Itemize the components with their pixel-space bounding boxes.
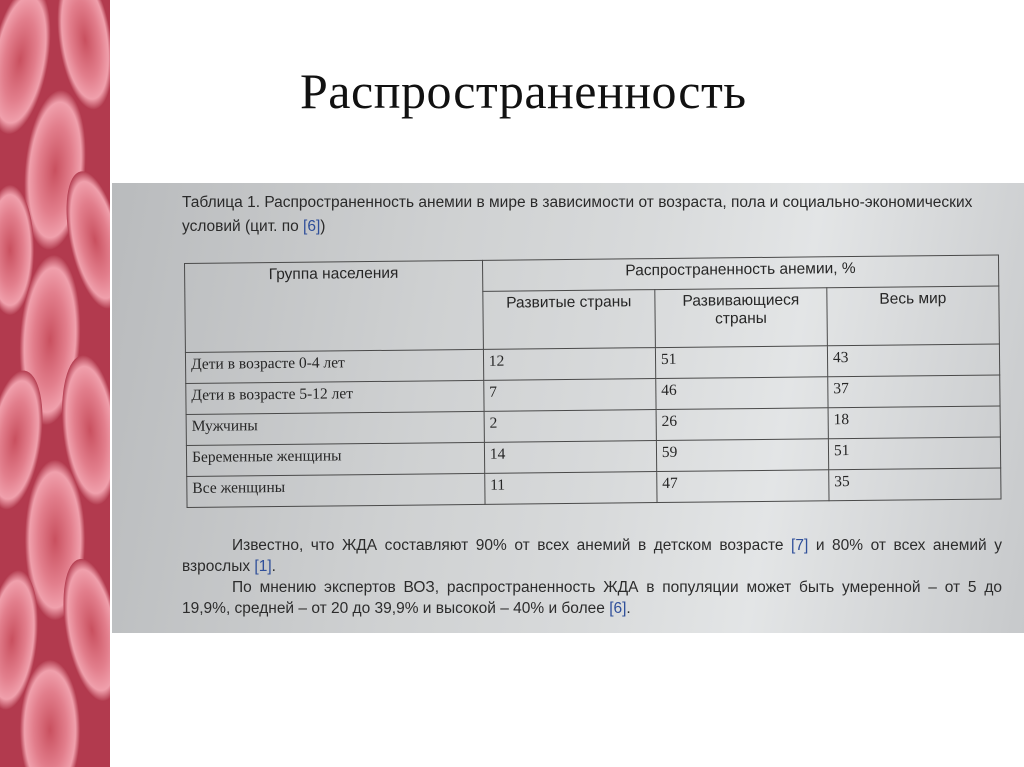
cell-world: 18 [828,406,1000,439]
document-photo [112,183,1024,633]
cell-developing: 51 [655,346,827,379]
table-caption [182,191,1012,239]
cell-developing: 47 [657,470,829,503]
para2-text-2: . [626,600,631,617]
para1-reference-1: [7] [791,537,809,554]
body-text [182,535,1002,619]
subheader-developing: Развивающиеся страны [655,288,828,347]
cell-world: 37 [828,375,1000,408]
subheader-world: Весь мир [827,286,1000,345]
caption-suffix: ) [320,218,326,235]
para1-text-3: . [271,558,276,575]
cell-developed: 2 [484,410,656,443]
cell-developed: 11 [485,472,657,505]
slide-title: Распространенность [300,63,747,119]
cell-world: 43 [827,344,999,377]
para2-reference: [6] [609,600,627,617]
row-group: Беременные женщины [186,442,484,476]
paragraph-2 [182,577,1002,619]
cell-developing: 46 [656,377,828,410]
paragraph-1 [182,535,1002,577]
caption-text: Таблица 1. Распространенность анемии в мире в зависимости от возраста, пола и социально-экономических условий (цит. по [182,194,973,235]
caption-reference: [6] [303,218,321,235]
row-group: Мужчины [186,411,484,445]
para1-text: Известно, что ЖДА составляют 90% от всех анемий в детском возрасте [232,537,792,554]
cell-developing: 26 [656,408,828,441]
para1-reference-2: [1] [254,558,272,575]
header-population-group: Группа населения [185,260,484,352]
cell-world: 51 [828,437,1000,470]
row-group: Дети в возрасте 0-4 лет [185,349,483,383]
header-prevalence: Распространенность анемии, % [482,255,998,292]
anemia-prevalence-table [184,254,1002,508]
row-group: Дети в возрасте 5-12 лет [186,380,484,414]
cell-developing: 59 [656,439,828,472]
cell-world: 35 [829,468,1001,501]
para1-text-2: и 80% от всех анемий у взрослых [182,537,1002,575]
subheader-developed: Развитые страны [483,290,656,349]
blood-cells-image [0,0,110,767]
cell-developed: 14 [484,441,656,474]
cell-developed: 7 [484,379,656,412]
para2-text: По мнению экспертов ВОЗ, распространенность ЖДА в популяции может быть умеренной – от 5 до 19,9%, средней – от 20 до 39,9% и высокой – 40% и более [182,579,1002,617]
cell-developed: 12 [483,348,655,381]
red-blood-cells-decoration [0,0,110,767]
row-group: Все женщины [187,473,485,507]
